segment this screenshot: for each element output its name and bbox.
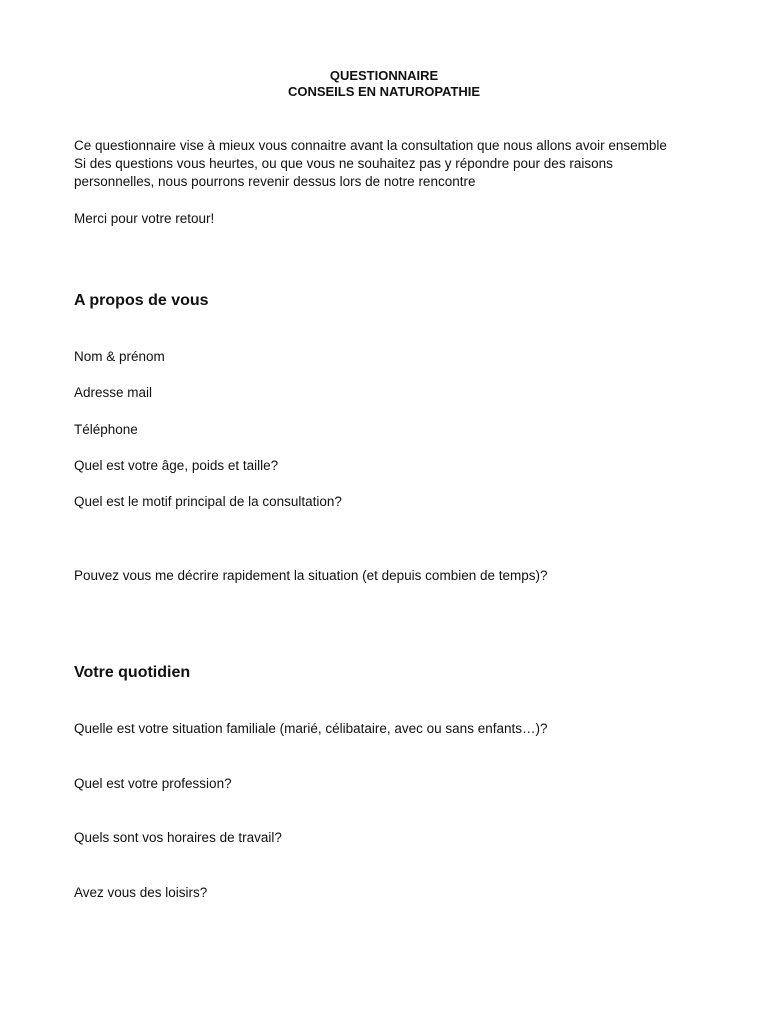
question-consultation-reason: Quel est le motif principal de la consultation? [74,494,342,509]
question-profession: Quel est votre profession? [74,776,232,791]
section-heading-daily-life: Votre quotidien [74,664,191,681]
question-hobbies: Avez vous des loisirs? [74,885,208,900]
title-line-subtitle: CONSEILS EN NATUROPATHIE [287,84,481,99]
intro-text [74,137,674,228]
section-heading-about-you: A propos de vous [74,292,209,309]
question-situation-description: Pouvez vous me décrire rapidement la situation (et depuis combien de temps)? [74,568,548,583]
question-phone: Téléphone [74,422,138,437]
intro-paragraph-1: Ce questionnaire vise à mieux vous connaitre avant la consultation que nous allons avoir ensemble [74,138,667,153]
question-family-situation: Quelle est votre situation familiale (marié, célibataire, avec ou sans enfants…)? [74,721,548,736]
question-name: Nom & prénom [74,349,165,364]
intro-paragraph-2: Si des questions vous heurtes, ou que vous ne souhaitez pas y répondre pour des raisons personnelles, nous pourrons revenir dessus lors de notre rencontre [74,156,613,189]
intro-thanks: Merci pour votre retour! [74,211,215,226]
document-title [0,68,768,100]
question-age-weight-height: Quel est votre âge, poids et taille? [74,458,279,473]
question-work-hours: Quels sont vos horaires de travail? [74,830,282,845]
title-line-questionnaire: QUESTIONNAIRE [329,68,439,83]
question-email: Adresse mail [74,385,153,400]
